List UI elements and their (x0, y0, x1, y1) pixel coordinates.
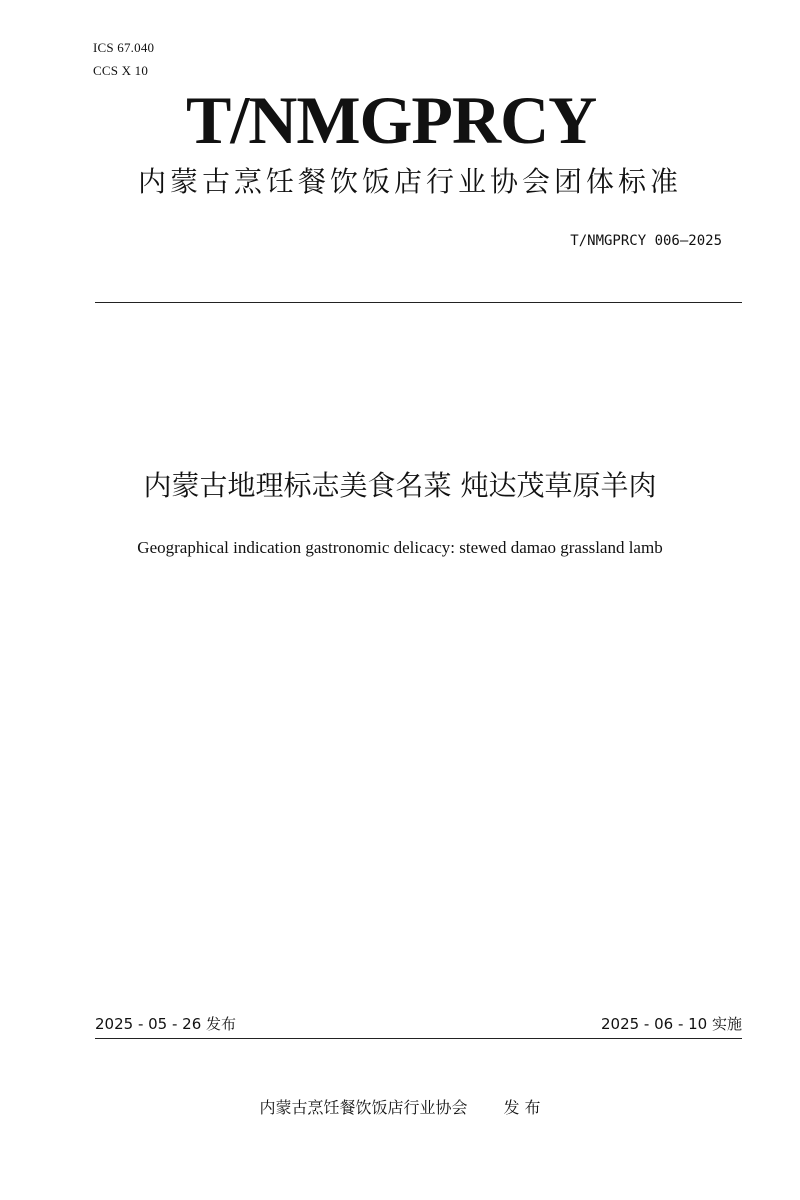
organization-standard-title: 内蒙古烹饪餐饮饭店行业协会团体标准 (137, 165, 682, 198)
standard-number: T/NMGPRCY 006—2025 (570, 233, 722, 249)
issue-date: 2025 - 05 - 26 发布 (95, 1015, 237, 1033)
organization-code: T/NMGPRCY (186, 82, 597, 158)
publisher-name: 内蒙古烹饪餐饮饭店行业协会 (259, 1098, 468, 1117)
implementation-date: 2025 - 06 - 10 实施 (600, 1015, 742, 1033)
ccs-code: CCS X 10 (93, 63, 149, 78)
ics-code: ICS 67.040 (93, 40, 155, 55)
publisher-line (0, 1097, 800, 1119)
document-title-chinese: 内蒙古地理标志美食名菜 炖达茂草原羊肉 (143, 469, 657, 502)
footer-divider (95, 1038, 742, 1039)
header-divider (95, 302, 742, 303)
publisher-label: 发 布 (503, 1098, 541, 1117)
document-title-english: Geographical indication gastronomic delicacy: stewed damao grassland lamb (137, 538, 663, 557)
